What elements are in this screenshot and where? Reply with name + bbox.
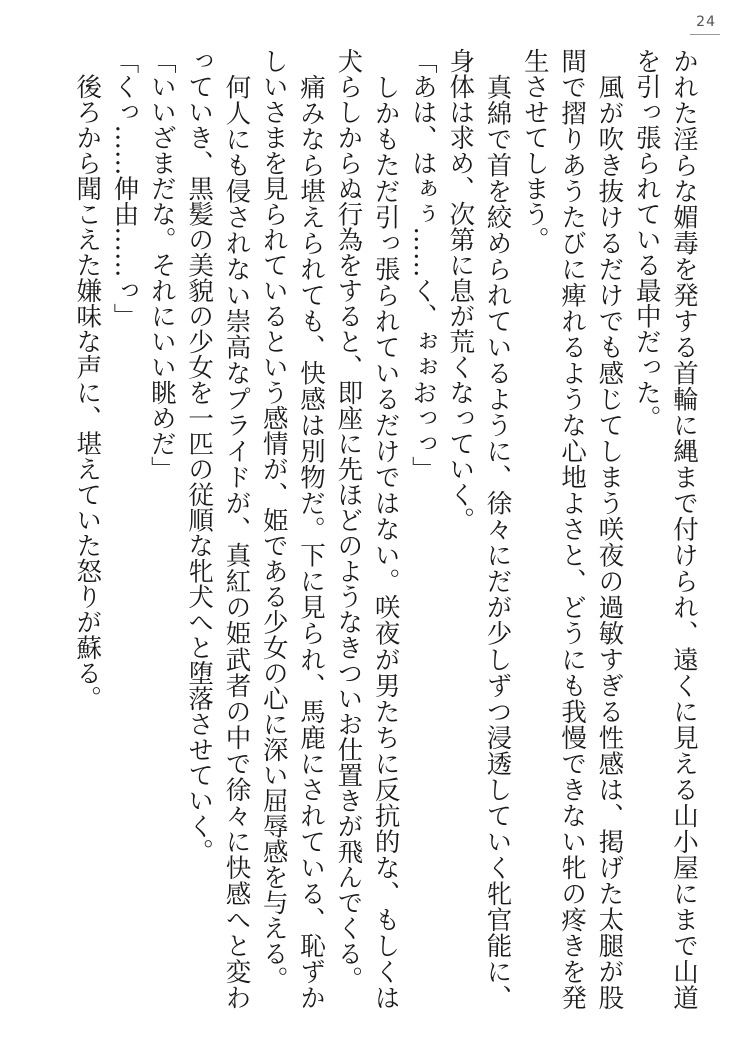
- paragraph: 風が吹き抜けるだけでも感じてしまう咲夜の過敏すぎる性感は、掲げた太腿が股間で摺りあうたびに痺れるような心地よさと、どうにも我慢できない牝の疼きを発生させてしまう。: [519, 48, 625, 1010]
- dialogue-line: 「くっ……伸由……っ」: [109, 48, 140, 329]
- header-rule: [690, 34, 720, 35]
- paragraph: 真綿で首を絞められているように、徐々にだが少しずつ浸透していく牝官能に、身体は求め、次第に息が荒くなっていく。: [445, 48, 513, 1010]
- body-text: [22, 48, 702, 1010]
- paragraph: かれた淫らな媚毒を発する首輪に縄まで付けられ、遠くに見える山小屋にまで山道を引っ張られている最中だった。: [631, 48, 699, 1010]
- dialogue-line: 「いいざまだな。それにいい眺めだ」: [146, 48, 177, 482]
- paragraph: 後ろから聞こえた嫌味な声に、堪えていた怒りが蘇る。: [72, 48, 103, 711]
- page-number: 24: [696, 14, 716, 30]
- paragraph: しかもただ引っ張られているだけではない。咲夜が男たちに反抗的な、もしくは犬らしからぬ行為をすると、即座に先ほどのようなきついお仕置きが飛んでくる。: [333, 48, 401, 1010]
- dialogue-line: 「あは、はぁぅ……く、ぉぉおっっ」: [407, 48, 438, 482]
- paragraph: 何人にも侵されない崇高なプライドが、真紅の姫武者の中で徐々に快感へと変わっていき、黒髪の美貌の少女を一匹の従順な牝犬へと堕落させていく。: [184, 48, 252, 1010]
- paragraph: 痛みなら堪えられても、快感は別物だ。下に見られ、馬鹿にされている、恥ずかしいさまを見られているという感情が、姫である少女の心に深い屈辱感を与える。: [258, 48, 327, 1010]
